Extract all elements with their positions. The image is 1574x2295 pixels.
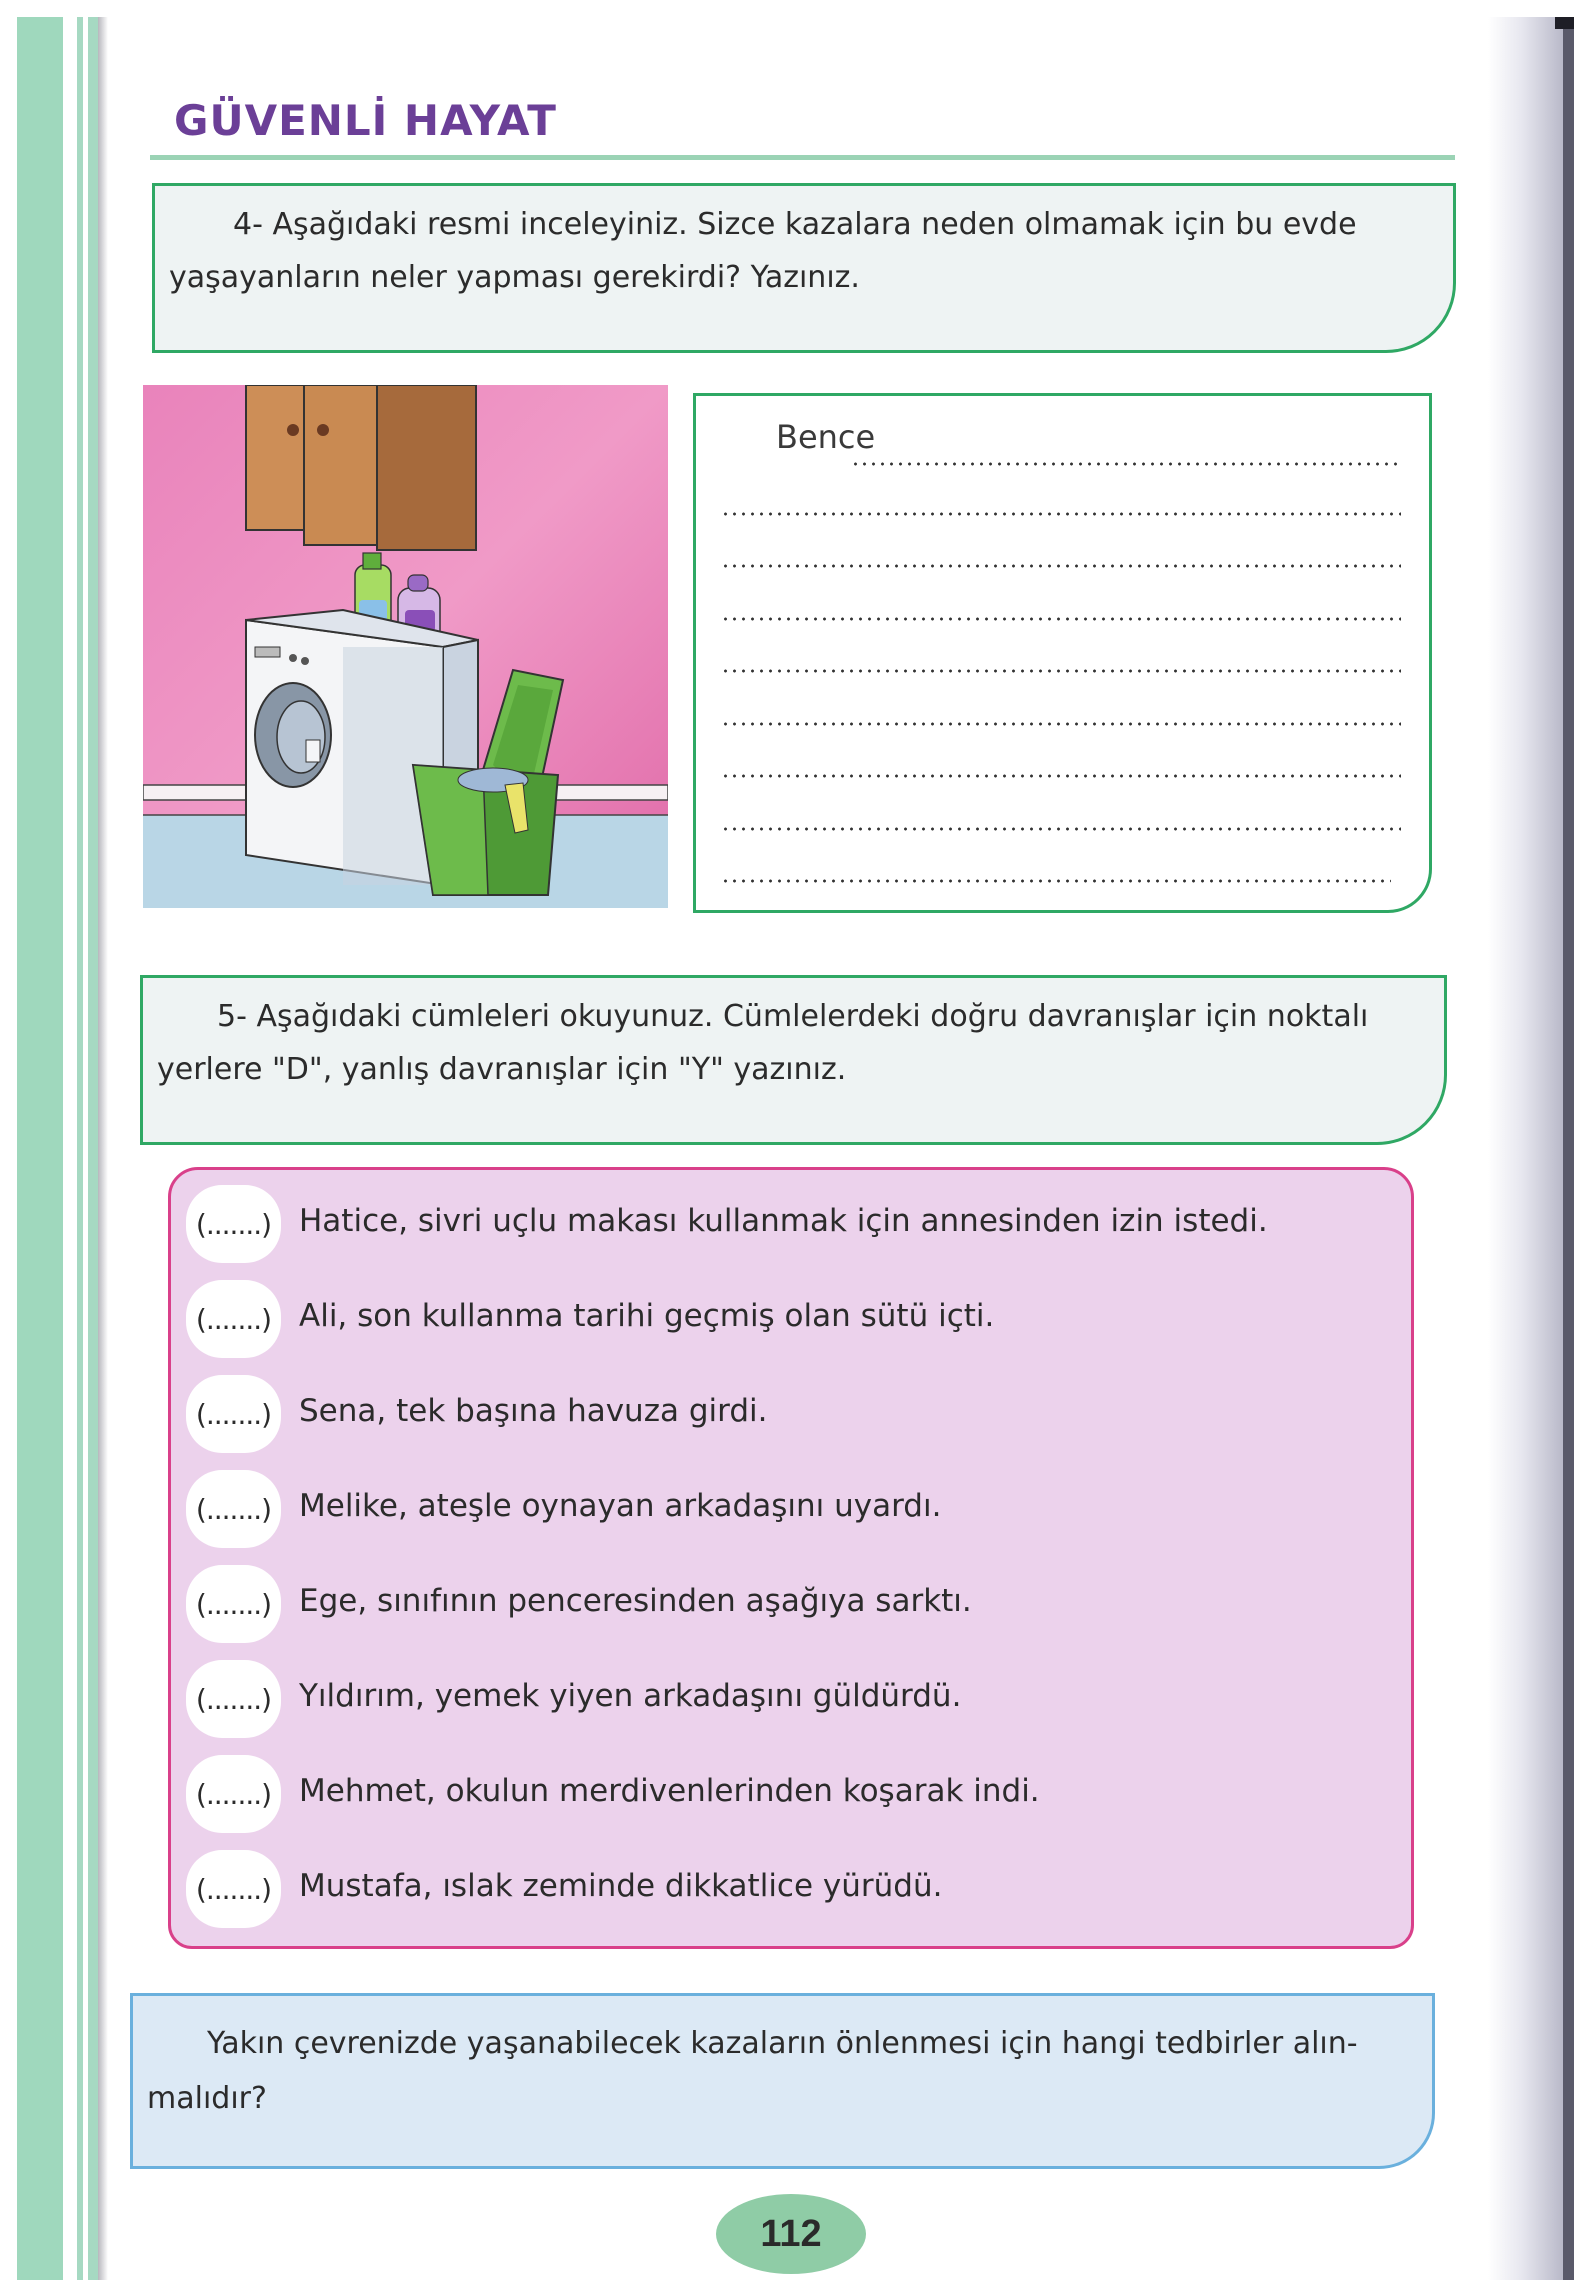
final-question-text-1: Yakın çevrenizde yaşanabilecek kazaların önlenmesi için hangi tedbirler alın- xyxy=(207,2026,1358,2061)
header-divider xyxy=(150,155,1455,160)
answer-dotted-line[interactable] xyxy=(721,721,1401,727)
statement-row xyxy=(171,1280,1371,1360)
answer-blank[interactable]: (.......) xyxy=(186,1660,281,1738)
answer-dotted-line[interactable] xyxy=(721,878,1391,884)
question-5-box xyxy=(140,975,1447,1145)
answer-dotted-line[interactable] xyxy=(721,511,1401,517)
answer-dotted-line[interactable] xyxy=(721,616,1401,622)
statement-row xyxy=(171,1470,1371,1550)
page-edge-corner xyxy=(1555,17,1574,29)
question-4-box xyxy=(152,183,1456,353)
laundry-room-illustration xyxy=(143,385,668,908)
answer-dotted-line[interactable] xyxy=(851,461,1401,467)
answer-blank[interactable]: (.......) xyxy=(186,1850,281,1928)
question-4-text-1: 4- Aşağıdaki resmi inceleyiniz. Sizce kazalara neden olmamak için bu evde xyxy=(233,207,1357,242)
page-title: GÜVENLİ HAYAT xyxy=(174,96,557,145)
statement-row xyxy=(171,1755,1371,1835)
page-bottom-margin xyxy=(0,2280,1574,2295)
margin-stripe xyxy=(17,17,63,2280)
answer-lead-word: Bence xyxy=(776,418,876,456)
statement-row xyxy=(171,1565,1371,1645)
answer-blank[interactable]: (.......) xyxy=(186,1185,281,1263)
answer-blank[interactable]: (.......) xyxy=(186,1755,281,1833)
statement-text: Mustafa, ıslak zeminde dikkatlice yürüdü. xyxy=(299,1868,943,1904)
question-5-line-1 xyxy=(157,990,1430,1043)
page-number-badge xyxy=(716,2194,866,2274)
answer-blank[interactable]: (.......) xyxy=(186,1375,281,1453)
statement-text: Yıldırım, yemek yiyen arkadaşını güldürdü. xyxy=(299,1678,962,1714)
final-question-box xyxy=(130,1993,1435,2169)
answer-dotted-line[interactable] xyxy=(721,826,1401,832)
question-4-line-2: yaşayanların neler yapması gerekirdi? Yazınız. xyxy=(169,260,860,295)
statement-row xyxy=(171,1375,1371,1455)
answer-dotted-line[interactable] xyxy=(721,563,1401,569)
answer-writing-box[interactable] xyxy=(693,393,1432,913)
question-5-text-1: 5- Aşağıdaki cümleleri okuyunuz. Cümlelerdeki doğru davranışlar için noktalı xyxy=(217,999,1369,1034)
question-5-line-2: yerlere "D", yanlış davranışlar için "Y" yazınız. xyxy=(157,1052,847,1087)
statement-text: Ali, son kullanma tarihi geçmiş olan sütü içti. xyxy=(299,1298,995,1334)
margin-stripe-thin xyxy=(77,17,83,2280)
question-4-line-1 xyxy=(169,198,1439,251)
statements-box xyxy=(168,1167,1414,1949)
answer-blank[interactable]: (.......) xyxy=(186,1470,281,1548)
final-question-line-1 xyxy=(147,2016,1418,2071)
final-question-line-2: malıdır? xyxy=(147,2081,267,2116)
statement-text: Ege, sınıfının penceresinden aşağıya sarktı. xyxy=(299,1583,972,1619)
answer-blank[interactable]: (.......) xyxy=(186,1280,281,1358)
page-number: 112 xyxy=(760,2212,822,2255)
statement-text: Sena, tek başına havuza girdi. xyxy=(299,1393,768,1429)
margin-stripe-thin xyxy=(88,17,98,2280)
statement-row xyxy=(171,1185,1371,1265)
page-curl-shadow xyxy=(1488,17,1563,2280)
statement-text: Mehmet, okulun merdivenlerinden koşarak indi. xyxy=(299,1773,1040,1809)
binding-shadow xyxy=(98,17,108,2280)
answer-dotted-line[interactable] xyxy=(721,668,1401,674)
statement-text: Melike, ateşle oynayan arkadaşını uyardı. xyxy=(299,1488,942,1524)
statement-row xyxy=(171,1660,1371,1740)
page-edge xyxy=(1563,17,1574,2280)
statement-text: Hatice, sivri uçlu makası kullanmak için annesinden izin istedi. xyxy=(299,1203,1268,1239)
answer-blank[interactable]: (.......) xyxy=(186,1565,281,1643)
statement-row xyxy=(171,1850,1371,1930)
page-top-margin xyxy=(0,0,1574,17)
answer-dotted-line[interactable] xyxy=(721,773,1401,779)
